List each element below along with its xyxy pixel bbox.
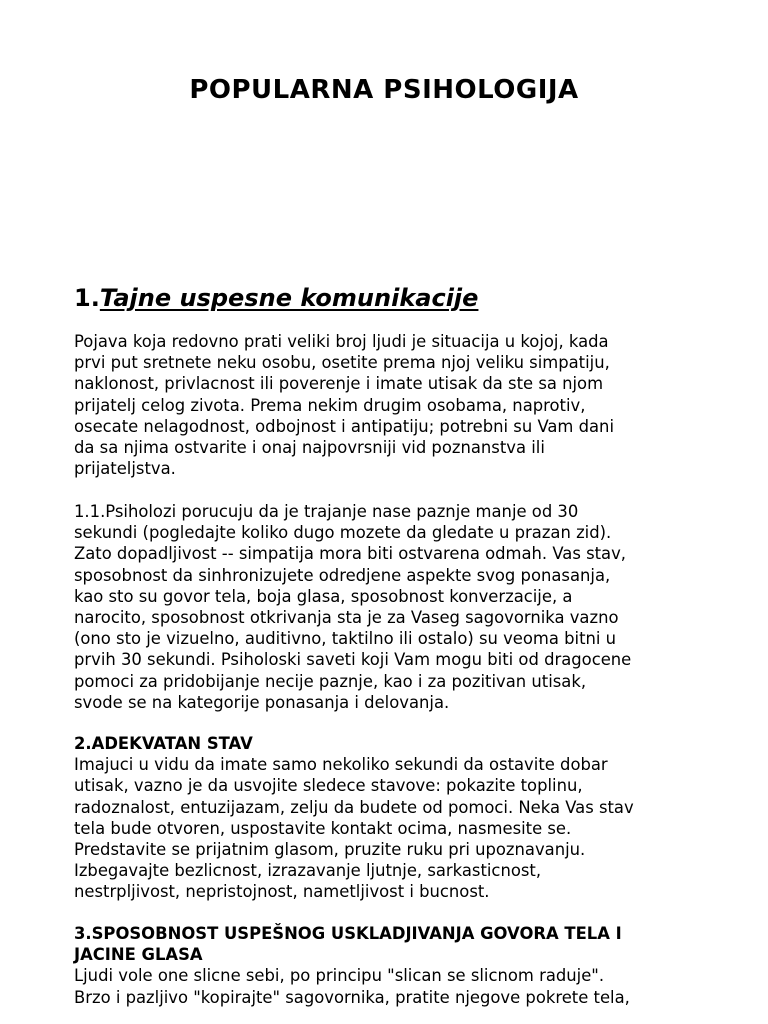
paragraph-line: (ono sto je vizuelno, auditivno, taktilno ili ostalo) su veoma bitni u (74, 629, 617, 649)
section-3 (74, 923, 714, 1008)
section-1-title: Tajne uspesne komunikacije (99, 284, 479, 312)
section-3-heading-line: JACINE GLASA (74, 945, 203, 965)
section-2 (74, 733, 714, 903)
paragraph-line: da sa njima ostvarite i onaj najpovrsniji vid poznanstva ili (74, 438, 545, 458)
paragraph-line: kao sto su govor tela, boja glasa, sposobnost konverzacije, a (74, 586, 573, 606)
paragraph-line: sposobnost da sinhronizujete odredjene aspekte svog ponasanja, (74, 565, 611, 585)
paragraph-line: nestrpljivost, nepristojnost, nametljivost i bucnost. (74, 882, 490, 902)
section-3-heading-line: 3.SPOSOBNOST USPEŠNOG USKLADJIVANJA GOVORA TELA I (74, 924, 622, 943)
section-1-number: 1. (74, 284, 100, 312)
section-1-intro-paragraph (74, 331, 714, 479)
paragraph-line: prvih 30 sekundi. Psiholoski saveti koji Vam mogu biti od dragocene (74, 650, 632, 670)
paragraph-line: prijatelj celog zivota. Prema nekim drugim osobama, naprotiv, (74, 395, 586, 415)
section-1-heading (74, 281, 478, 315)
paragraph-line: Zato dopadljivost -- simpatija mora biti ostvarena odmah. Vas stav, (74, 544, 627, 564)
paragraph-line: 1.1.Psiholozi porucuju da je trajanje nase paznje manje od 30 (74, 502, 579, 521)
paragraph-line: prvi put sretnete neku osobu, osetite prema njoj veliku simpatiju, (74, 353, 610, 373)
paragraph-line: Predstavite se prijatnim glasom, pruzite ruku pri upoznavanju. (74, 840, 586, 860)
document-title: POPULARNA PSIHOLOGIJA (189, 75, 579, 105)
paragraph-line: osecate nelagodnost, odbojnost i antipatiju; potrebni su Vam dani (74, 416, 614, 436)
paragraph-line: sekundi (pogledajte koliko dugo mozete da gledate u prazan zid). (74, 523, 612, 543)
paragraph-line: svode se na kategorije ponasanja i delovanja. (74, 692, 450, 712)
paragraph-line: tela bude otvoren, uspostavite kontakt ocima, nasmesite se. (74, 818, 572, 838)
paragraph-line: Imajuci u vidu da imate samo nekoliko sekundi da ostavite dobar (74, 755, 608, 775)
paragraph-line: naklonost, privlacnost ili poverenje i imate utisak da ste sa njom (74, 374, 604, 394)
paragraph-line: pomoci za pridobijanje necije paznje, kao i za pozitivan utisak, (74, 671, 587, 691)
paragraph-line: radoznalost, entuzijazam, zelju da budete od pomoci. Neka Vas stav (74, 797, 634, 817)
paragraph-line: Pojava koja redovno prati veliki broj ljudi je situacija u kojoj, kada (74, 332, 609, 351)
paragraph-line: Izbegavajte bezlicnost, izrazavanje ljutnje, sarkasticnost, (74, 861, 542, 881)
section-2-heading: 2.ADEKVATAN STAV (74, 734, 253, 753)
paragraph-line: prijateljstva. (74, 459, 176, 479)
paragraph-line: narocito, sposobnost otkrivanja sta je za Vaseg sagovornika vazno (74, 608, 619, 628)
paragraph-line: utisak, vazno je da usvojite sledece stavove: pokazite toplinu, (74, 776, 583, 796)
paragraph-line: Brzo i pazljivo "kopirajte" sagovornika, pratite njegove pokrete tela, (74, 987, 630, 1007)
section-1-1-paragraph (74, 501, 714, 713)
paragraph-line: Ljudi vole one slicne sebi, po principu "slican se slicnom raduje". (74, 966, 605, 986)
